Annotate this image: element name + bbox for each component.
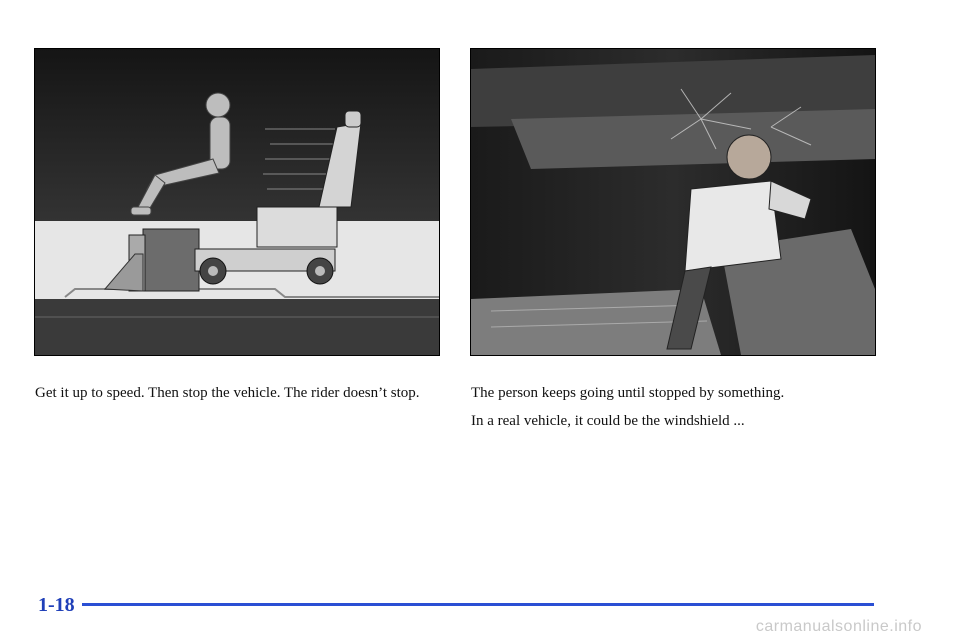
site-watermark: carmanualsonline.info xyxy=(755,618,922,635)
right-caption-line-2: In a real vehicle, it could be the windshield ... xyxy=(471,413,745,429)
right-caption xyxy=(471,384,861,440)
footer-rule xyxy=(82,603,874,606)
windshield-impact-photo xyxy=(470,48,876,356)
right-caption-line-1: The person keeps going until stopped by something. xyxy=(471,385,785,401)
rider-cart-illustration xyxy=(34,48,440,356)
left-caption-text: Get it up to speed. Then stop the vehicle. The rider doesn’t stop. xyxy=(35,385,420,401)
left-caption xyxy=(35,384,425,412)
page-number: 1-18 xyxy=(38,594,75,616)
